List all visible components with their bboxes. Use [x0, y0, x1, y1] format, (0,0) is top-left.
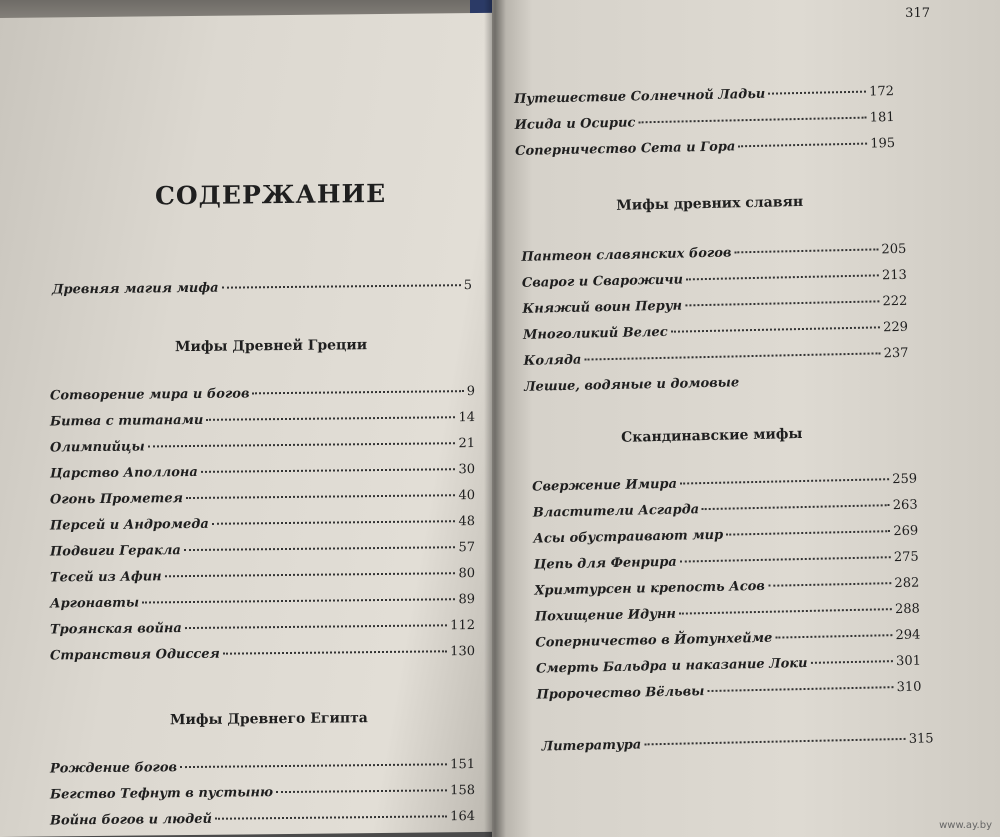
toc-entry: [50, 410, 475, 429]
right-page-content: [512, 0, 934, 837]
toc-entry-page: 89: [458, 592, 475, 608]
toc-entry-title: Странствия Одиссея: [50, 646, 220, 664]
toc-entry-page: 237: [883, 345, 909, 362]
toc-entry: [533, 524, 918, 547]
toc-entry-title: Асы обустраивают мир: [533, 527, 724, 547]
toc-entry: [50, 436, 475, 455]
leader-dots: [223, 650, 447, 654]
toc-entry-page: 14: [458, 410, 475, 426]
leader-dots: [738, 143, 867, 148]
toc-entry-title: Похищение Идунн: [534, 606, 677, 625]
toc-entry-page: 112: [450, 618, 475, 634]
book-gutter-shadow: [484, 0, 506, 837]
right-page: [492, 0, 1000, 837]
leader-dots: [201, 468, 456, 473]
section-heading-egypt: Мифы Древнего Египта: [170, 710, 368, 729]
toc-entry: [514, 84, 894, 107]
toc-entry-page: 222: [882, 293, 908, 310]
toc-entry-title: Хримтурсен и крепость Асов: [534, 578, 766, 599]
toc-entry: [523, 346, 908, 369]
toc-entry-page: 21: [458, 436, 475, 452]
toc-entry: [50, 618, 475, 637]
toc-entry: [535, 602, 920, 625]
toc-entry-page: 80: [458, 566, 475, 582]
leader-dots: [686, 274, 879, 280]
toc-entry: [521, 242, 906, 265]
toc-entry-title: Персей и Андромеда: [50, 516, 209, 534]
toc-entry-page: 30: [458, 462, 475, 478]
toc-entry-title: Битва с титанами: [50, 412, 204, 430]
toc-entry-page: 172: [869, 84, 895, 100]
leader-dots: [252, 390, 463, 394]
leader-dots: [148, 442, 456, 447]
leader-dots: [685, 300, 880, 306]
toc-entry-page: 263: [892, 497, 918, 514]
leader-dots: [775, 634, 892, 638]
toc-entry-intro: [52, 278, 472, 297]
toc-entry-page: 195: [870, 136, 896, 152]
toc-entry: [50, 488, 475, 507]
leader-dots: [165, 572, 456, 577]
toc-entry-page: 57: [458, 540, 475, 556]
toc-entry: [534, 550, 919, 573]
toc-entry-title: Коляда: [523, 352, 582, 369]
toc-entry-page: 229: [882, 319, 909, 336]
toc-entry-page: 164: [450, 809, 475, 825]
toc-entry-page: 205: [881, 241, 907, 258]
toc-entry-title: Троянская война: [50, 621, 182, 638]
toc-entry-title: Подвиги Геракла: [50, 543, 181, 560]
toc-entry-title: Соперничество Сета и Гора: [515, 139, 736, 159]
toc-entry-title: Бегство Тефнут в пустыню: [50, 785, 273, 803]
leader-dots: [768, 582, 892, 587]
toc-entry-title: Княжий воин Перун: [522, 298, 683, 317]
toc-entry: [522, 268, 907, 291]
toc-entry-page: 269: [893, 523, 919, 540]
toc-entry: [50, 384, 475, 403]
toc-entry-title: Тесей из Афин: [50, 569, 162, 586]
section-heading-greece: Мифы Древней Греции: [175, 337, 368, 356]
toc-entry: [50, 566, 475, 585]
toc-entry-page: 315: [908, 731, 934, 747]
toc-entry-title: Пророчество Вёльвы: [536, 684, 705, 703]
leader-dots: [584, 352, 880, 360]
toc-entry-page: 158: [450, 783, 475, 799]
toc-entry-page: 288: [894, 601, 921, 618]
toc-entry-title: Властители Асгарда: [532, 502, 700, 521]
toc-entry-page: 294: [895, 627, 921, 644]
section-heading-slavs: Мифы древних славян: [616, 193, 804, 214]
toc-entry-title: Исида и Осирис: [514, 115, 636, 133]
toc-entry-title: Соперничество в Йотунхейме: [535, 630, 773, 651]
toc-entry: [532, 472, 917, 495]
toc-entry-title: Царство Аполлона: [50, 464, 198, 482]
leader-dots: [185, 624, 447, 629]
toc-entry-page: 282: [894, 575, 920, 592]
toc-entry-page: 213: [881, 267, 908, 284]
left-page: [0, 13, 500, 837]
toc-entry: [514, 110, 894, 133]
leader-dots: [644, 738, 906, 745]
toc-entry-page: 130: [450, 644, 475, 660]
toc-entry-page: 310: [896, 679, 922, 696]
toc-entry-page: 48: [458, 514, 475, 530]
leader-dots: [734, 248, 878, 253]
toc-entry-page: 259: [892, 471, 918, 488]
toc-entry-page: 151: [450, 757, 475, 773]
leader-dots: [679, 608, 892, 614]
page-title: СОДЕРЖАНИЕ: [155, 178, 387, 211]
leader-dots: [276, 789, 447, 793]
toc-entry: [533, 498, 918, 521]
leader-dots: [142, 598, 455, 603]
leader-dots: [811, 660, 894, 664]
leader-dots: [215, 815, 447, 819]
leader-dots: [671, 326, 880, 332]
toc-entry-title: Аргонавты: [50, 595, 140, 612]
toc-entry-page: 275: [893, 549, 919, 566]
toc-entry-title: Рождение богов: [50, 760, 178, 777]
toc-entry: [50, 757, 475, 776]
toc-entry-page: 9: [466, 384, 475, 400]
toc-entry-title: Огонь Прометея: [50, 491, 183, 508]
toc-entry-page: 5: [463, 278, 472, 294]
toc-entry-title: Война богов и людей: [50, 811, 212, 829]
toc-entry: [524, 372, 909, 395]
toc-entry: [50, 514, 475, 533]
page-number: 317: [905, 6, 930, 21]
toc-entry-title: Смерть Бальдра и наказание Локи: [535, 655, 808, 677]
toc-entry-title: Литература: [541, 737, 642, 755]
toc-entry-title: Многоликий Велес: [522, 324, 668, 343]
toc-entry: [522, 294, 907, 317]
toc-entry-title: Пантеон славянских богов: [521, 245, 732, 265]
toc-entry: [50, 592, 475, 611]
toc-entry: [50, 540, 475, 559]
toc-entry-title: Лешие, водяные и домовые: [523, 375, 740, 395]
leader-dots: [180, 763, 447, 768]
leader-dots: [702, 504, 890, 510]
toc-entry: [50, 644, 475, 663]
leader-dots: [638, 117, 866, 124]
toc-entry: [50, 809, 475, 828]
toc-entry: [536, 654, 921, 677]
leader-dots: [707, 686, 893, 692]
toc-entry-literature: [541, 731, 933, 754]
toc-entry-title: Путешествие Солнечной Ладьи: [513, 86, 766, 107]
toc-entry: [535, 628, 920, 651]
leader-dots: [680, 556, 891, 562]
leader-dots: [222, 284, 461, 289]
toc-entry-page: 181: [869, 110, 895, 126]
toc-entry: [50, 462, 475, 481]
leader-dots: [186, 494, 456, 499]
leader-dots: [184, 546, 456, 551]
leader-dots: [768, 91, 866, 95]
leader-dots: [206, 416, 455, 421]
watermark: www.ay.by: [939, 820, 992, 831]
leader-dots: [212, 520, 456, 525]
toc-entry: [536, 680, 921, 703]
toc-entry: [50, 783, 475, 802]
toc-entry-page: 301: [895, 653, 922, 670]
toc-entry-title: Сварог и Сварожичи: [521, 272, 684, 291]
toc-entry-page: 40: [458, 488, 475, 504]
toc-entry-title: Сотворение мира и богов: [50, 386, 250, 404]
toc-entry: [515, 136, 895, 159]
toc-entry-title: Древняя магия мифа: [52, 280, 219, 298]
toc-entry-title: Свержение Имира: [532, 476, 678, 495]
toc-entry: [534, 576, 919, 599]
toc-entry-title: Олимпийцы: [50, 439, 145, 456]
leader-dots: [726, 530, 890, 535]
toc-entry: [523, 320, 908, 343]
toc-entry-title: Цепь для Фенрира: [533, 554, 677, 573]
section-heading-scandinavia: Скандинавские мифы: [621, 426, 803, 446]
leader-dots: [680, 478, 889, 484]
